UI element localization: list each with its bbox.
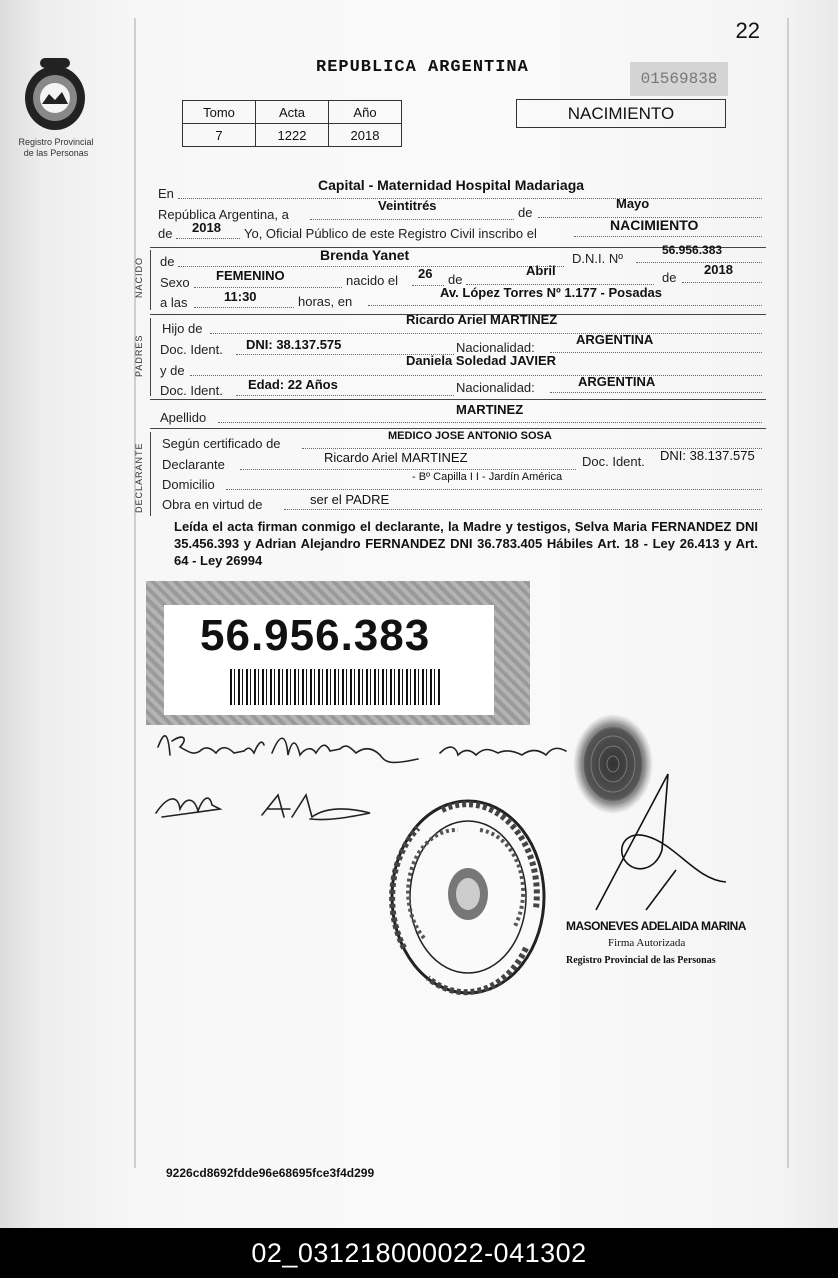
sexo-label: Sexo xyxy=(160,275,190,290)
registry-value-ano: 2018 xyxy=(329,124,402,147)
de-label: de xyxy=(448,272,463,287)
registration-month: Mayo xyxy=(616,196,650,211)
dotted-line xyxy=(226,489,762,490)
logo-caption xyxy=(6,137,106,159)
signature-father-icon xyxy=(272,738,418,762)
child-dni: 56.956.383 xyxy=(662,243,723,257)
document-title: REPUBLICA ARGENTINA xyxy=(316,58,529,77)
padres-side-label: PADRES xyxy=(134,334,144,377)
birth-day: 26 xyxy=(418,266,433,281)
registry-value-tomo: 7 xyxy=(183,124,256,147)
birth-time: 11:30 xyxy=(224,289,257,304)
legal-note: Leída el acta firman conmigo el declarante, la Madre y testigos, Selva Maria FERNANDEZ DNI 35.456.393 y Adrian Alejandro FERNANDEZ DNI 36.783.405 Hábiles Art. 18 - Ley 26.413 y Art. 64 - Ley 26994 xyxy=(174,519,758,568)
signature-father-icon xyxy=(158,736,264,755)
father-name: Ricardo Ariel MARTINEZ xyxy=(406,312,558,327)
nacido-el-label: nacido el xyxy=(346,273,399,288)
dotted-line xyxy=(284,509,762,510)
section-divider xyxy=(150,428,766,429)
registry-header-tomo: Tomo xyxy=(183,101,256,124)
authority-signature-icon xyxy=(576,770,736,920)
section-bracket xyxy=(150,250,151,310)
authority-registry: Registro Provincial de las Personas xyxy=(566,955,716,966)
doc-ident-label: Doc. Ident. xyxy=(582,454,645,469)
father-nationality: ARGENTINA xyxy=(576,332,654,347)
dotted-line xyxy=(636,262,762,263)
dotted-line xyxy=(190,375,762,376)
registry-value-acta: 1222 xyxy=(256,124,329,147)
de-label: de xyxy=(518,205,533,220)
signature-mother-icon xyxy=(440,747,566,755)
declarante-side-label: DECLARANTE xyxy=(134,442,144,513)
footer-code: 02_031218000022-041302 xyxy=(0,1228,838,1278)
province-seal-logo-icon xyxy=(22,54,88,134)
mother-nationality: ARGENTINA xyxy=(578,374,656,389)
nacido-side-label: NACIDO xyxy=(134,256,144,298)
left-margin-line xyxy=(134,18,136,1168)
official-statement: Yo, Oficial Público de este Registro Civil inscribo el xyxy=(244,226,537,241)
nacionalidad-label: Nacionalidad: xyxy=(456,380,535,395)
section-bracket xyxy=(150,432,151,516)
declarant-document: DNI: 38.137.575 xyxy=(660,448,755,463)
document-hash: 9226cd8692fdde96e68695fce3f4d299 xyxy=(166,1166,375,1180)
section-bracket xyxy=(150,318,151,396)
a-las-label: a las xyxy=(160,295,188,310)
republica-label: República Argentina, a xyxy=(158,207,289,222)
dni-label: D.N.I. Nº xyxy=(572,251,623,266)
registration-place: Capital - Maternidad Hospital Madariaga xyxy=(318,177,585,193)
dotted-line xyxy=(550,392,762,393)
dotted-line xyxy=(550,352,762,353)
dni-sticker-inner xyxy=(164,605,494,715)
apellido-label: Apellido xyxy=(160,410,207,425)
registry-header-ano: Año xyxy=(329,101,402,124)
child-sex: FEMENINO xyxy=(216,268,285,283)
serial-number: 01569838 xyxy=(630,62,728,96)
registration-day: Veintitrés xyxy=(378,198,437,213)
document-type-box: NACIMIENTO xyxy=(516,99,726,128)
authority-role: Firma Autorizada xyxy=(608,937,686,949)
declarant-address: - Bº Capilla I I - Jardín América xyxy=(412,471,563,483)
dotted-line xyxy=(194,287,342,288)
dotted-line xyxy=(178,198,762,199)
dotted-line xyxy=(176,238,240,239)
en-label: En xyxy=(158,186,174,201)
de-label: de xyxy=(158,226,173,241)
segun-certificado-label: Según certificado de xyxy=(162,436,281,451)
authority-block xyxy=(566,918,746,969)
registry-table-header-row xyxy=(183,101,402,124)
page-number: 22 xyxy=(735,18,760,43)
child-name: Brenda Yanet xyxy=(320,247,410,263)
dotted-line xyxy=(194,307,294,308)
doc-ident-label: Doc. Ident. xyxy=(160,383,223,398)
declarant-relation: ser el PADRE xyxy=(310,492,390,507)
section-divider xyxy=(150,399,766,400)
declarant-name: Ricardo Ariel MARTINEZ xyxy=(324,450,468,465)
dotted-line xyxy=(574,236,762,237)
de-label: de xyxy=(662,270,677,285)
dotted-line xyxy=(310,219,514,220)
dotted-line xyxy=(236,395,454,396)
dotted-line xyxy=(210,333,762,334)
birth-address: Av. López Torres Nº 1.177 - Posadas xyxy=(440,285,662,300)
registry-header-acta: Acta xyxy=(256,101,329,124)
obra-label: Obra en virtud de xyxy=(162,497,263,512)
mother-document: Edad: 22 Años xyxy=(248,377,338,392)
dni-sticker xyxy=(146,581,530,725)
mother-name: Daniela Soledad JAVIER xyxy=(406,353,557,368)
birth-month: Abril xyxy=(526,263,556,278)
father-document: DNI: 38.137.575 xyxy=(246,337,342,352)
registration-year: 2018 xyxy=(192,220,221,235)
logo-caption-line1: Registro Provincial xyxy=(18,137,94,147)
right-margin-line xyxy=(787,18,789,1168)
de-label: de xyxy=(160,254,175,269)
official-stamp-icon xyxy=(388,798,548,996)
nacionalidad-label: Nacionalidad: xyxy=(456,340,535,355)
signature-witness-icon xyxy=(156,798,220,817)
authority-name: MASONEVES ADELAIDA MARINA xyxy=(566,919,746,933)
signature-witness-icon xyxy=(262,795,370,820)
dni-sticker-number: 56.956.383 xyxy=(200,611,431,660)
dotted-line xyxy=(178,266,564,267)
domicilio-label: Domicilio xyxy=(162,477,215,492)
birth-year: 2018 xyxy=(704,262,733,277)
dotted-line xyxy=(240,469,576,470)
surname-value: MARTINEZ xyxy=(456,402,524,417)
doc-ident-label: Doc. Ident. xyxy=(160,342,223,357)
horas-label: horas, en xyxy=(298,294,353,309)
inscription-type: NACIMIENTO xyxy=(610,217,699,233)
logo-caption-line2: de las Personas xyxy=(23,148,89,158)
hijo-de-label: Hijo de xyxy=(162,321,203,336)
dotted-line xyxy=(682,282,762,283)
declarante-label: Declarante xyxy=(162,457,225,472)
registry-table xyxy=(182,100,402,147)
certifying-doctor: MEDICO JOSE ANTONIO SOSA xyxy=(388,430,552,442)
y-de-label: y de xyxy=(160,363,185,378)
barcode-icon xyxy=(230,669,440,705)
dotted-line xyxy=(218,422,762,423)
dotted-line xyxy=(368,305,762,306)
registry-table-value-row xyxy=(183,124,402,147)
